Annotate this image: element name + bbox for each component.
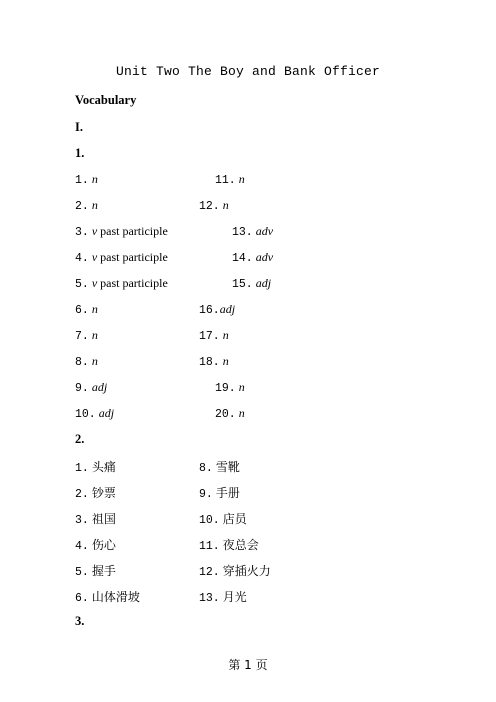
s2-item-6: 6. 山体滑坡 — [75, 590, 140, 605]
s1-item-12: 12. n — [199, 198, 229, 213]
section2-heading: 2. — [75, 432, 85, 446]
s1-item-19: 19. n — [215, 380, 245, 395]
page-number: 1 — [244, 658, 252, 672]
part-one-heading: I. — [75, 120, 83, 134]
s2-item-4: 4. 伤心 — [75, 538, 116, 553]
s1-item-15: 15. adj — [232, 276, 272, 291]
section3-heading: 3. — [75, 614, 85, 628]
s1-item-17: 17. n — [199, 328, 229, 343]
page-title: Unit Two The Boy and Bank Officer — [115, 64, 381, 79]
s1-item-11: 11. n — [215, 172, 245, 187]
s2-item-12: 12. 穿插火力 — [199, 564, 271, 579]
s1-item-16: 16.adj — [199, 302, 236, 317]
s1-item-10: 10. adj — [75, 406, 115, 421]
s1-item-2: 2. n — [75, 198, 98, 213]
vocabulary-heading: Vocabulary — [75, 93, 137, 107]
s2-item-10: 10. 店员 — [199, 512, 247, 527]
s2-item-9: 9. 手册 — [199, 486, 240, 501]
s1-item-9: 9. adj — [75, 380, 108, 395]
page-footer — [0, 656, 496, 673]
s2-item-11: 11. 夜总会 — [199, 538, 259, 553]
s2-item-5: 5. 握手 — [75, 564, 116, 579]
s2-item-2: 2. 钞票 — [75, 486, 116, 501]
s1-item-4: 4. v past participle — [75, 250, 168, 265]
s2-item-13: 13. 月光 — [199, 590, 247, 605]
s2-item-1: 1. 头痛 — [75, 460, 116, 475]
s1-item-8: 8. n — [75, 354, 98, 369]
s1-item-20: 20. n — [215, 406, 245, 421]
s1-item-6: 6. n — [75, 302, 98, 317]
s1-item-7: 7. n — [75, 328, 98, 343]
s2-item-8: 8. 雪靴 — [199, 460, 240, 475]
s1-item-18: 18. n — [199, 354, 229, 369]
section1-heading: 1. — [75, 146, 85, 160]
s1-item-1: 1. n — [75, 172, 98, 187]
s1-item-5: 5. v past participle — [75, 276, 168, 291]
s1-item-13: 13. adv — [232, 224, 274, 239]
s1-item-3: 3. v past participle — [75, 224, 168, 239]
footer-prefix: 第 — [228, 658, 241, 672]
footer-suffix: 页 — [255, 658, 268, 672]
s1-item-14: 14. adv — [232, 250, 274, 265]
s2-item-3: 3. 祖国 — [75, 512, 116, 527]
